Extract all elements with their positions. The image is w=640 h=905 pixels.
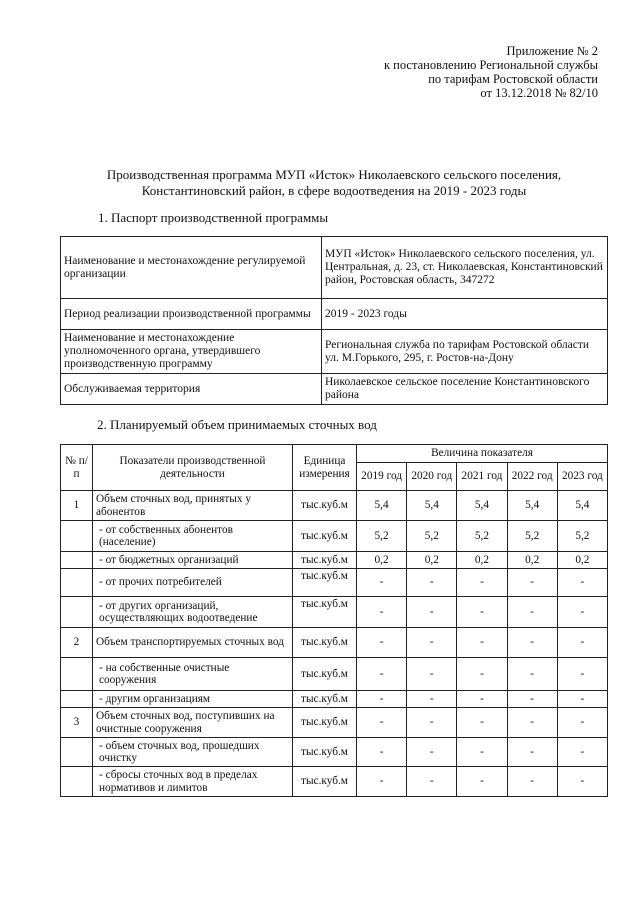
row-unit: тыс.куб.м	[293, 521, 357, 552]
header-unit: Единица измерения	[293, 445, 357, 491]
passport-row	[61, 330, 608, 374]
title-line-1: Производственная программа МУП «Исток» Николаевского сельского поселения,	[106, 167, 562, 182]
row-value: -	[507, 738, 557, 767]
table-row	[61, 738, 608, 767]
row-value: 5,4	[557, 491, 607, 521]
row-value: 5,2	[357, 521, 407, 552]
row-label: - на собственные очистные сооружения	[93, 658, 293, 691]
row-value: 0,2	[357, 552, 407, 569]
table-row	[61, 552, 608, 569]
row-label: - от бюджетных организаций	[93, 552, 293, 569]
row-value: -	[557, 658, 607, 691]
title-line-2: Константиновский район, в сфере водоотведения на 2019 - 2023 годы	[141, 182, 527, 198]
header-year: 2023 год	[557, 463, 607, 491]
row-value: -	[557, 708, 607, 738]
row-num: 2	[61, 628, 93, 658]
row-value: 5,2	[457, 521, 507, 552]
table-row	[61, 569, 608, 597]
passport-label: Период реализации производственной программы	[61, 299, 322, 330]
row-value: -	[407, 628, 457, 658]
table-row	[61, 691, 608, 708]
row-label: - от других организаций, осуществляющих водоотведение	[93, 597, 293, 628]
row-value: -	[457, 597, 507, 628]
row-value: -	[357, 691, 407, 708]
row-value: -	[557, 597, 607, 628]
row-value: -	[407, 597, 457, 628]
header-value-group: Величина показателя	[357, 445, 608, 463]
row-value: -	[507, 767, 557, 797]
row-unit: тыс.куб.м	[293, 569, 357, 597]
row-label: - от собственных абонентов (население)	[93, 521, 293, 552]
row-num	[61, 738, 93, 767]
row-value: 0,2	[407, 552, 457, 569]
table-row	[61, 708, 608, 738]
row-num	[61, 552, 93, 569]
row-value: -	[407, 767, 457, 797]
row-unit: тыс.куб.м	[293, 708, 357, 738]
table-row	[61, 521, 608, 552]
appendix-line-4: от 13.12.2018 № 82/10	[480, 86, 598, 100]
header-year: 2019 год	[357, 463, 407, 491]
volume-table	[60, 444, 608, 797]
header-year: 2022 год	[507, 463, 557, 491]
row-num	[61, 658, 93, 691]
row-value: -	[457, 738, 507, 767]
header-row	[61, 445, 608, 463]
table-row	[61, 628, 608, 658]
row-label: - сбросы сточных вод в пределах нормативов и лимитов	[93, 767, 293, 797]
table-row	[61, 767, 608, 797]
row-num: 3	[61, 708, 93, 738]
passport-row	[61, 374, 608, 405]
row-label: - от прочих потребителей	[93, 569, 293, 597]
row-value: -	[507, 691, 557, 708]
header-num: № п/п	[61, 445, 93, 491]
table-row	[61, 491, 608, 521]
passport-value: Николаевское сельское поселение Константиновского района	[322, 374, 608, 405]
row-label: Объем сточных вод, поступивших на очистные сооружения	[93, 708, 293, 738]
appendix-line-1: Приложение № 2	[506, 44, 598, 58]
row-value: 5,2	[407, 521, 457, 552]
row-num	[61, 691, 93, 708]
row-label: - объем сточных вод, прошедших очистку	[93, 738, 293, 767]
appendix-line-3: по тарифам Ростовской области	[428, 72, 598, 86]
appendix-header	[298, 44, 598, 100]
row-unit: тыс.куб.м	[293, 552, 357, 569]
appendix-line-2: к постановлению Региональной службы	[383, 58, 598, 72]
row-num: 1	[61, 491, 93, 521]
row-num	[61, 597, 93, 628]
row-value: 5,4	[507, 491, 557, 521]
passport-label: Наименование и местонахождение регулируемой организации	[61, 237, 322, 299]
row-value: 5,4	[407, 491, 457, 521]
row-value: 5,2	[507, 521, 557, 552]
row-value: 5,4	[457, 491, 507, 521]
document-title	[60, 167, 608, 198]
row-value: -	[557, 738, 607, 767]
header-year: 2020 год	[407, 463, 457, 491]
passport-row	[61, 299, 608, 330]
passport-value: МУП «Исток» Николаевского сельского поселения, ул. Центральная, д. 23, ст. Николаевская, Константиновский район, Ростовская область, 347272	[322, 237, 608, 299]
row-value: -	[357, 597, 407, 628]
passport-value: Региональная служба по тарифам Ростовской области ул. М.Горького, 295, г. Ростов-на-Дону	[322, 330, 608, 374]
passport-row	[61, 237, 608, 299]
row-value: -	[407, 708, 457, 738]
row-value: -	[357, 708, 407, 738]
row-unit: тыс.куб.м	[293, 597, 357, 628]
section-1-heading: 1. Паспорт производственной программы	[98, 210, 329, 225]
row-unit: тыс.куб.м	[293, 767, 357, 797]
passport-table	[60, 236, 608, 405]
passport-value: 2019 - 2023 годы	[322, 299, 608, 330]
row-value: -	[457, 628, 507, 658]
table-row	[61, 658, 608, 691]
row-value: -	[457, 767, 507, 797]
row-unit: тыс.куб.м	[293, 658, 357, 691]
row-value: -	[507, 597, 557, 628]
row-value: -	[507, 628, 557, 658]
row-unit: тыс.куб.м	[293, 691, 357, 708]
row-value: -	[357, 569, 407, 597]
passport-label: Наименование и местонахождение уполномоченного органа, утвердившего производственную программу	[61, 330, 322, 374]
row-value: 0,2	[557, 552, 607, 569]
row-value: -	[457, 658, 507, 691]
section-2-heading: 2. Планируемый объем принимаемых сточных вод	[97, 417, 377, 432]
header-indicator: Показатели производственной деятельности	[93, 445, 293, 491]
row-num	[61, 569, 93, 597]
row-value: -	[507, 569, 557, 597]
row-value: -	[407, 658, 457, 691]
row-value: -	[357, 658, 407, 691]
row-value: 5,2	[557, 521, 607, 552]
header-year: 2021 год	[457, 463, 507, 491]
row-label: Объем транспортируемых сточных вод	[93, 628, 293, 658]
row-value: -	[357, 767, 407, 797]
row-value: 0,2	[507, 552, 557, 569]
row-value: -	[357, 628, 407, 658]
row-value: -	[457, 691, 507, 708]
passport-label: Обслуживаемая территория	[61, 374, 322, 405]
row-unit: тыс.куб.м	[293, 491, 357, 521]
row-value: -	[407, 691, 457, 708]
row-value: -	[507, 708, 557, 738]
row-value: -	[357, 738, 407, 767]
row-value: -	[457, 708, 507, 738]
table-row	[61, 597, 608, 628]
row-value: -	[557, 767, 607, 797]
row-value: -	[407, 569, 457, 597]
row-label: Объем сточных вод, принятых у абонентов	[93, 491, 293, 521]
row-value: -	[557, 628, 607, 658]
row-num	[61, 521, 93, 552]
row-unit: тыс.куб.м	[293, 628, 357, 658]
row-value: 5,4	[357, 491, 407, 521]
row-num	[61, 767, 93, 797]
row-label: - другим организациям	[93, 691, 293, 708]
row-value: -	[507, 658, 557, 691]
row-unit: тыс.куб.м	[293, 738, 357, 767]
row-value: -	[457, 569, 507, 597]
row-value: -	[557, 569, 607, 597]
row-value: -	[557, 691, 607, 708]
row-value: -	[407, 738, 457, 767]
row-value: 0,2	[457, 552, 507, 569]
